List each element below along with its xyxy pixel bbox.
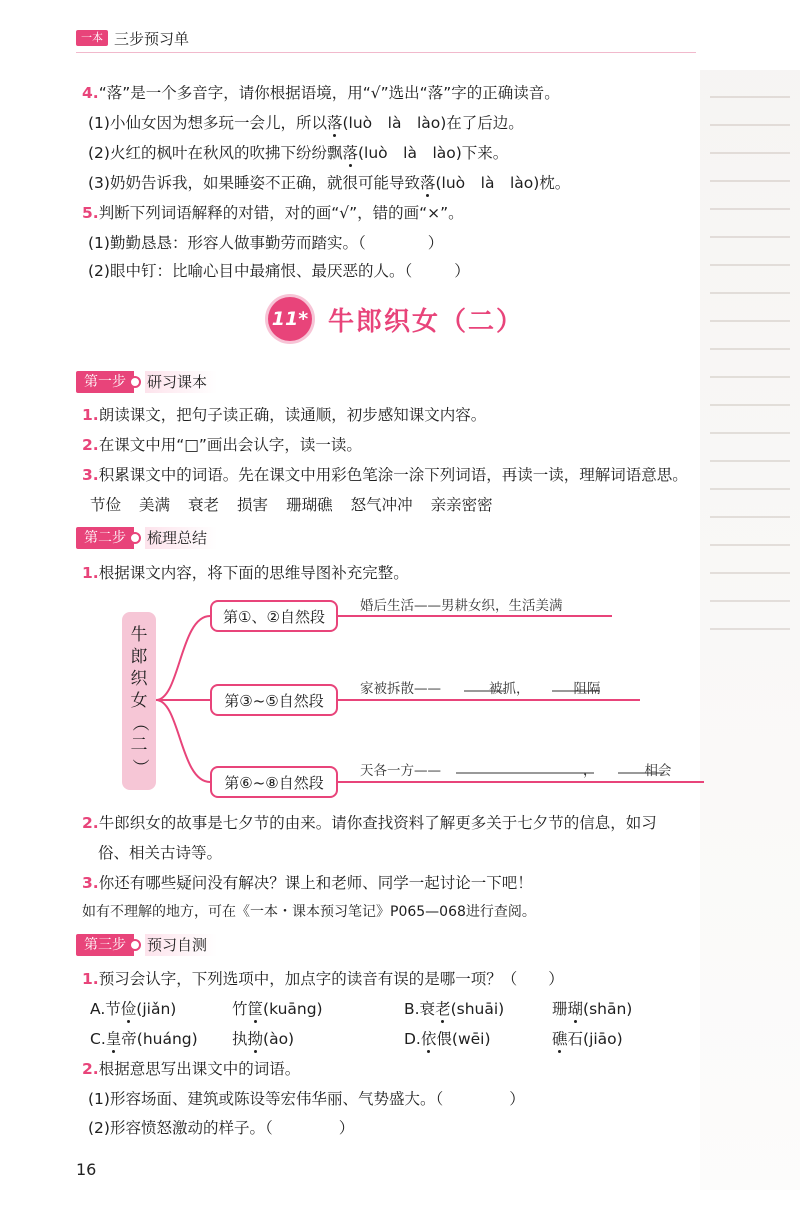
header-title: 三步预习单 [114, 29, 190, 48]
step2-q1: 1.根据课文内容，将下面的思维导图补充完整。 [82, 564, 409, 582]
step3-q1: 1.预习会认字，下列选项中，加点字的读音有误的是哪一项？（ ） [82, 970, 564, 988]
reference-note: 如有不理解的地方，可在《一本・课本预习笔记》P065—068进行查阅。 [82, 904, 536, 920]
q5-item-1: (1)勤勤恳恳：形容人做事勤劳而踏实。（ ） [88, 234, 444, 252]
step2-q2-line2: 俗、相关古诗等。 [98, 844, 223, 862]
vocab-word: 怒气冲冲 [350, 496, 413, 514]
step2-q2-line1: 2.牛郎织女的故事是七夕节的由来。请你查找资料了解更多关于七夕节的信息，如习 [82, 814, 657, 832]
mindmap-node-2: 第③~⑤自然段 [210, 684, 338, 716]
option-c-word2: 执拗(ào) [232, 1030, 295, 1048]
step1-banner: 第一步 研习课本 [76, 371, 217, 393]
step3-banner: 第三步 预习自测 [76, 934, 217, 956]
step2-banner: 第二步 梳理总结 [76, 527, 217, 549]
vocab-word: 美满 [139, 496, 171, 514]
page-number: 16 [76, 1160, 97, 1179]
step1-item-1: 1.朗读课文，把句子读正确，读通顺，初步感知课文内容。 [82, 406, 487, 424]
vocab-word: 节俭 [90, 496, 122, 514]
step3-q2: 2.根据意思写出课文中的词语。 [82, 1060, 301, 1078]
option-d: D.依偎(wēi) [404, 1030, 491, 1048]
brand-logo: 一本 [76, 30, 108, 46]
step2-q3: 3.你还有哪些疑问没有解决？课上和老师、同学一起讨论一下吧！ [82, 874, 533, 892]
mindmap-root: 牛 郎 织 女 （ 二 ） [122, 612, 156, 790]
vocab-word: 衰老 [188, 496, 220, 514]
q4-stem: 4.“落”是一个多音字，请你根据语境，用“√”选出“落”字的正确读音。 [82, 84, 560, 102]
option-a: A.节俭(jiǎn) [90, 1000, 177, 1018]
mindmap-node-1: 第①、②自然段 [210, 600, 338, 632]
lesson-title: 牛郎织女（二） [328, 306, 525, 337]
vocab-word: 珊瑚礁 [286, 496, 333, 514]
option-c: C.皇帝(huáng) [90, 1030, 198, 1048]
q4-item-2: (2)火红的枫叶在秋风的吹拂下纷纷飘落(luò là lào)下来。 [88, 144, 509, 162]
option-d-word2: 礁石(jiāo) [552, 1030, 623, 1048]
mindmap-note-3: 天各一方—— ， 相会 [360, 763, 672, 779]
step1-item-2: 2.在课文中用“□”画出会认字，读一读。 [82, 436, 362, 454]
lesson-number-badge: 11* [268, 297, 312, 341]
mindmap-note-2: 家被拆散—— 被抓， 阻隔 [360, 681, 601, 697]
step3-q2-item-2: (2)形容愤怒激动的样子。（ ） [88, 1119, 355, 1137]
option-b-word2: 珊瑚(shān) [552, 1000, 633, 1018]
q5-item-2: (2)眼中钉：比喻心目中最痛恨、最厌恶的人。（ ） [88, 262, 470, 280]
q4-item-1: (1)小仙女因为想多玩一会儿，所以落(luò là lào)在了后边。 [88, 114, 524, 132]
mindmap-node-3: 第⑥~⑧自然段 [210, 766, 338, 798]
step3-q2-item-1: (1)形容场面、建筑或陈设等宏伟华丽、气势盛大。（ ） [88, 1090, 525, 1108]
option-a-word2: 竹筐(kuāng) [232, 1000, 323, 1018]
mindmap-note-1: 婚后生活——男耕女织，生活美满 [360, 598, 563, 614]
q5-stem: 5.判断下列词语解释的对错，对的画“√”，错的画“×”。 [82, 204, 464, 222]
step1-item-3: 3.积累课文中的词语。先在课文中用彩色笔涂一涂下列词语，再读一读，理解词语意思。 [82, 466, 688, 484]
q4-item-3: (3)奶奶告诉我，如果睡姿不正确，就很可能导致落(luò là lào)枕。 [88, 174, 571, 192]
option-b: B.衰老(shuāi) [404, 1000, 505, 1018]
vocab-word: 亲亲密密 [430, 496, 493, 514]
vocab-word: 损害 [237, 496, 269, 514]
